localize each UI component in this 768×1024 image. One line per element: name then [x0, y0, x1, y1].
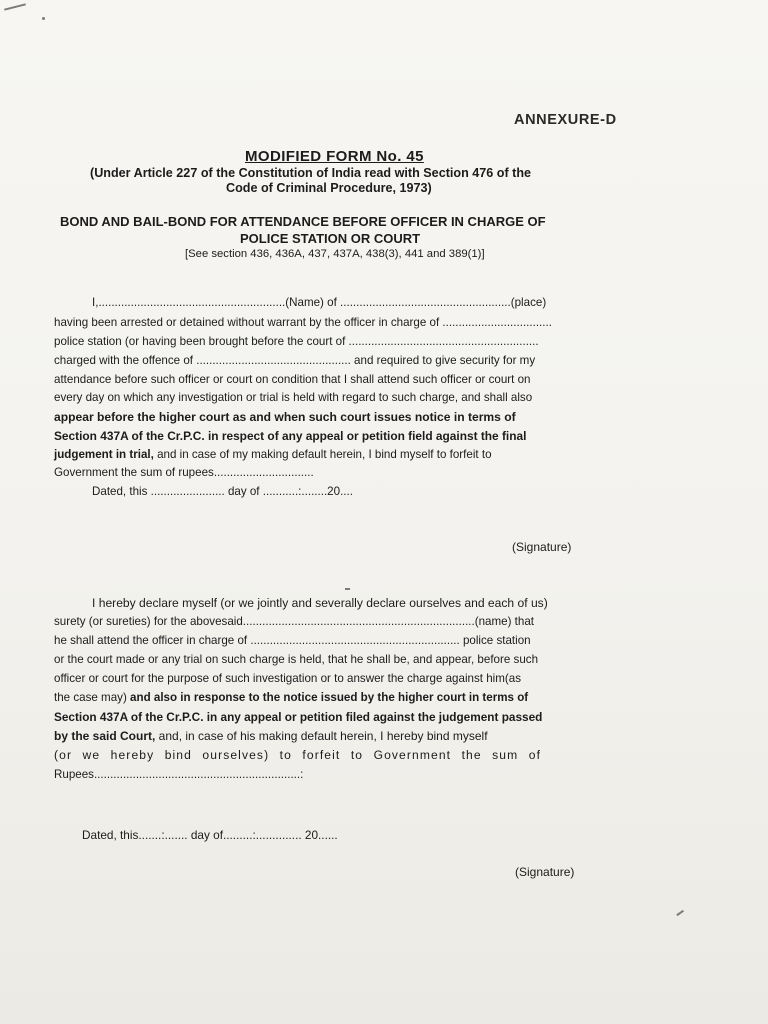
section-reference: [See section 436, 436A, 437, 437A, 438(3), 441 and 389(1)]	[185, 248, 485, 260]
legal-reference-line-2: Code of Criminal Procedure, 1973)	[226, 181, 432, 195]
bond-line-6: every day on which any investigation or trial is held with regard to such charge, and shall also	[54, 391, 533, 404]
bond-line-3: police station (or having been brought before the court of ...........................................................	[54, 335, 539, 348]
surety-line-5: officer or court for the purpose of such investigation or to answer the charge against him(as	[54, 672, 522, 685]
bond-line-9-bold: judgement in trial,	[54, 448, 154, 461]
bond-line-9	[54, 448, 492, 461]
bond-line-9-rest: and in case of my making default herein, I bind myself to forfeit to	[153, 448, 492, 461]
surety-line-8-bold: by the said Court,	[54, 729, 156, 743]
bond-signature: (Signature)	[512, 540, 572, 554]
scan-mark	[4, 3, 26, 10]
surety-line-6	[54, 691, 528, 704]
bond-line-2: having been arrested or detained without warrant by the officer in charge of ..................................	[54, 316, 552, 329]
bond-line-8: Section 437A of the Cr.P.C. in respect of any appeal or petition field against the final	[54, 429, 527, 443]
surety-line-3: he shall attend the officer in charge of ................................................................. police station	[54, 634, 531, 647]
document-title-line-1: BOND AND BAIL-BOND FOR ATTENDANCE BEFORE OFFICER IN CHARGE OF	[60, 214, 546, 229]
surety-line-4: or the court made or any trial on such charge is held, that he shall be, and appear, before such	[54, 653, 539, 666]
surety-line-8-rest: and, in case of his making default herein, I hereby bind myself	[155, 729, 488, 743]
annexure-label: ANNEXURE-D	[514, 112, 617, 128]
bond-line-10: Government the sum of rupees...............................	[54, 466, 314, 479]
legal-reference-line-1: (Under Article 227 of the Constitution of India read with Section 476 of the	[90, 166, 532, 180]
bond-dated-line: Dated, this ....................... day of ...........:........20....	[92, 485, 353, 498]
surety-line-7: Section 437A of the Cr.P.C. in any appeal or petition filed against the judgement passed	[54, 710, 543, 724]
surety-line-9: (or we hereby bind ourselves) to forfeit to Government the sum of	[54, 748, 542, 762]
surety-signature: (Signature)	[515, 865, 575, 879]
surety-line-10: Rupees................................................................:	[54, 768, 304, 781]
scan-speck	[42, 17, 45, 20]
surety-line-6-bold: and also in response to the notice issued by the higher court in terms of	[130, 691, 529, 704]
bond-line-1: I,..........................................................(Name) of .....................................................(place)	[92, 296, 547, 309]
form-number-heading: MODIFIED FORM No. 45	[245, 148, 424, 165]
surety-line-6-plain: the case may)	[54, 691, 131, 704]
bond-line-7: appear before the higher court as and when such court issues notice in terms of	[54, 410, 516, 424]
bond-line-5: attendance before such officer or court on condition that I shall attend such officer or court on	[54, 373, 531, 386]
document-title-line-2: POLICE STATION OR COURT	[240, 231, 421, 246]
surety-dated-line: Dated, this.......:....... day of.........:.............. 20......	[82, 828, 338, 842]
scan-dash	[676, 910, 683, 916]
surety-line-1: I hereby declare myself (or we jointly and severally declare ourselves and each of us)	[92, 596, 548, 610]
surety-line-8	[54, 729, 488, 743]
scan-dash	[345, 588, 350, 590]
surety-line-2: surety (or sureties) for the abovesaid........................................................................(name) that	[54, 615, 535, 628]
bond-line-4: charged with the offence of ................................................ and required to give security for my	[54, 354, 536, 367]
